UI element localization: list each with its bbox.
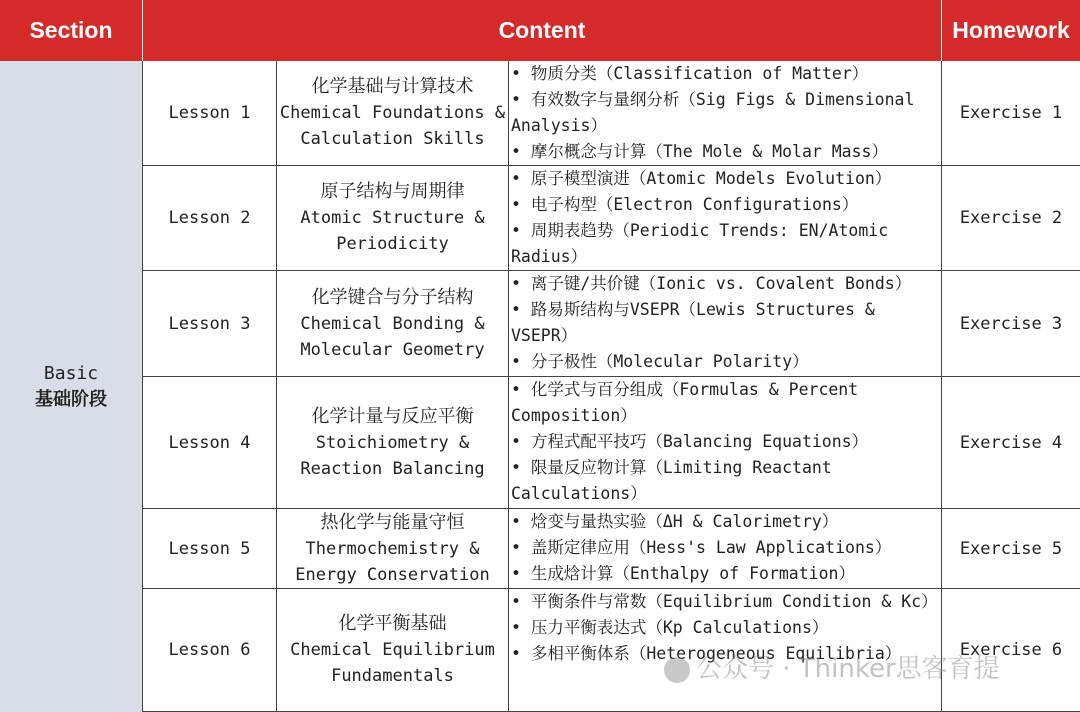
homework-label: Exercise 5 [942, 509, 1080, 589]
lesson-title [277, 377, 509, 509]
lesson-label: Lesson 5 [143, 509, 277, 589]
homework-label: Exercise 2 [942, 166, 1080, 271]
content-item: • 方程式配平技巧（Balancing Equations） [511, 432, 869, 451]
lesson-content [509, 166, 942, 271]
lesson-title-en-line1: Chemical Equilibrium [290, 640, 495, 660]
lesson-label: Lesson 4 [143, 377, 277, 509]
lesson-title-en-line1: Thermochemistry & [305, 538, 480, 559]
homework-label: Exercise 1 [942, 61, 1080, 166]
lesson-title [277, 271, 509, 377]
section-cell [0, 61, 143, 712]
lesson-label: Lesson 1 [143, 61, 277, 166]
content-item: • 路易斯结构与VSEPR（Lewis Structures & VSEPR） [511, 300, 875, 345]
content-item: • 多相平衡体系（Heterogeneous Equilibria） [511, 644, 902, 663]
homework-label: Exercise 3 [942, 271, 1080, 377]
lesson-title [277, 589, 509, 712]
content-item: • 摩尔概念与计算（The Mole & Molar Mass） [511, 142, 888, 161]
content-item: • 物质分类（Classification of Matter） [511, 64, 869, 83]
lesson-title-cn: 热化学与能量守恒 [320, 511, 465, 533]
lesson-title-en-line2: Reaction Balancing [300, 458, 485, 479]
lesson-title-en-line2: Periodicity [336, 234, 449, 254]
lesson-title-cn: 化学计量与反应平衡 [311, 405, 474, 427]
lesson-label: Lesson 3 [143, 271, 277, 377]
lesson-title [277, 166, 509, 271]
content-item: • 盖斯定律应用（Hess's Law Applications） [511, 538, 892, 557]
content-item: • 原子模型演进（Atomic Models Evolution） [511, 169, 892, 188]
lesson-title-en-line1: Atomic Structure & [300, 208, 485, 228]
content-item: • 分子极性（Molecular Polarity） [511, 352, 809, 371]
header-section: Section [0, 0, 143, 61]
lesson-content [509, 61, 942, 166]
lesson-title-en-line1: Chemical Foundations & [279, 103, 506, 123]
lesson-title-en-line2: Molecular Geometry [300, 339, 485, 360]
section-label-en: Basic [43, 362, 99, 384]
lesson-title-cn: 原子结构与周期律 [320, 181, 465, 202]
lesson-content [509, 271, 942, 377]
header-content: Content [143, 0, 942, 61]
content-item: • 生成焓计算（Enthalpy of Formation） [511, 564, 855, 583]
lesson-title-en-line1: Chemical Bonding & [300, 313, 485, 334]
lesson-title-en-line2: Calculation Skills [300, 129, 485, 149]
content-item: • 限量反应物计算（Limiting Reactant Calculations） [511, 458, 832, 503]
lesson-label: Lesson 6 [143, 589, 277, 712]
lesson-content [509, 589, 942, 712]
content-item: • 有效数字与量纲分析（Sig Figs & Dimensional Analysis） [511, 90, 915, 135]
lesson-title-cn: 化学键合与分子结构 [311, 286, 474, 308]
watermark-text: 公众号 · Thinker思客育提 [696, 654, 1000, 684]
content-item: • 压力平衡表达式（Kp Calculations） [511, 618, 829, 637]
homework-label: Exercise 4 [942, 377, 1080, 509]
content-item: • 电子构型（Electron Configurations） [511, 195, 859, 214]
lesson-title [277, 509, 509, 589]
content-item: • 离子键/共价键（Ionic vs. Covalent Bonds） [511, 274, 912, 293]
lesson-content [509, 377, 942, 509]
lesson-title-cn: 化学平衡基础 [338, 613, 447, 634]
lesson-content [509, 509, 942, 589]
content-item: • 焓变与量热实验（ΔH & Calorimetry） [511, 512, 839, 531]
lesson-title-en-line2: Fundamentals [331, 666, 454, 686]
lesson-title-en-line1: Stoichiometry & [315, 432, 470, 453]
lesson-title-cn: 化学基础与计算技术 [311, 76, 474, 97]
lesson-title-en-line2: Energy Conservation [295, 564, 490, 585]
header-homework: Homework [942, 0, 1080, 61]
lesson-label: Lesson 2 [143, 166, 277, 271]
lesson-title [277, 61, 509, 166]
section-label-cn: 基础阶段 [35, 388, 107, 410]
content-item: • 化学式与百分组成（Formulas & Percent Composition） [511, 380, 859, 425]
homework-label: Exercise 6 [942, 589, 1080, 712]
content-item: • 周期表趋势（Periodic Trends: EN/Atomic Radius） [511, 221, 889, 266]
content-item: • 平衡条件与常数（Equilibrium Condition & Kc） [511, 592, 938, 611]
